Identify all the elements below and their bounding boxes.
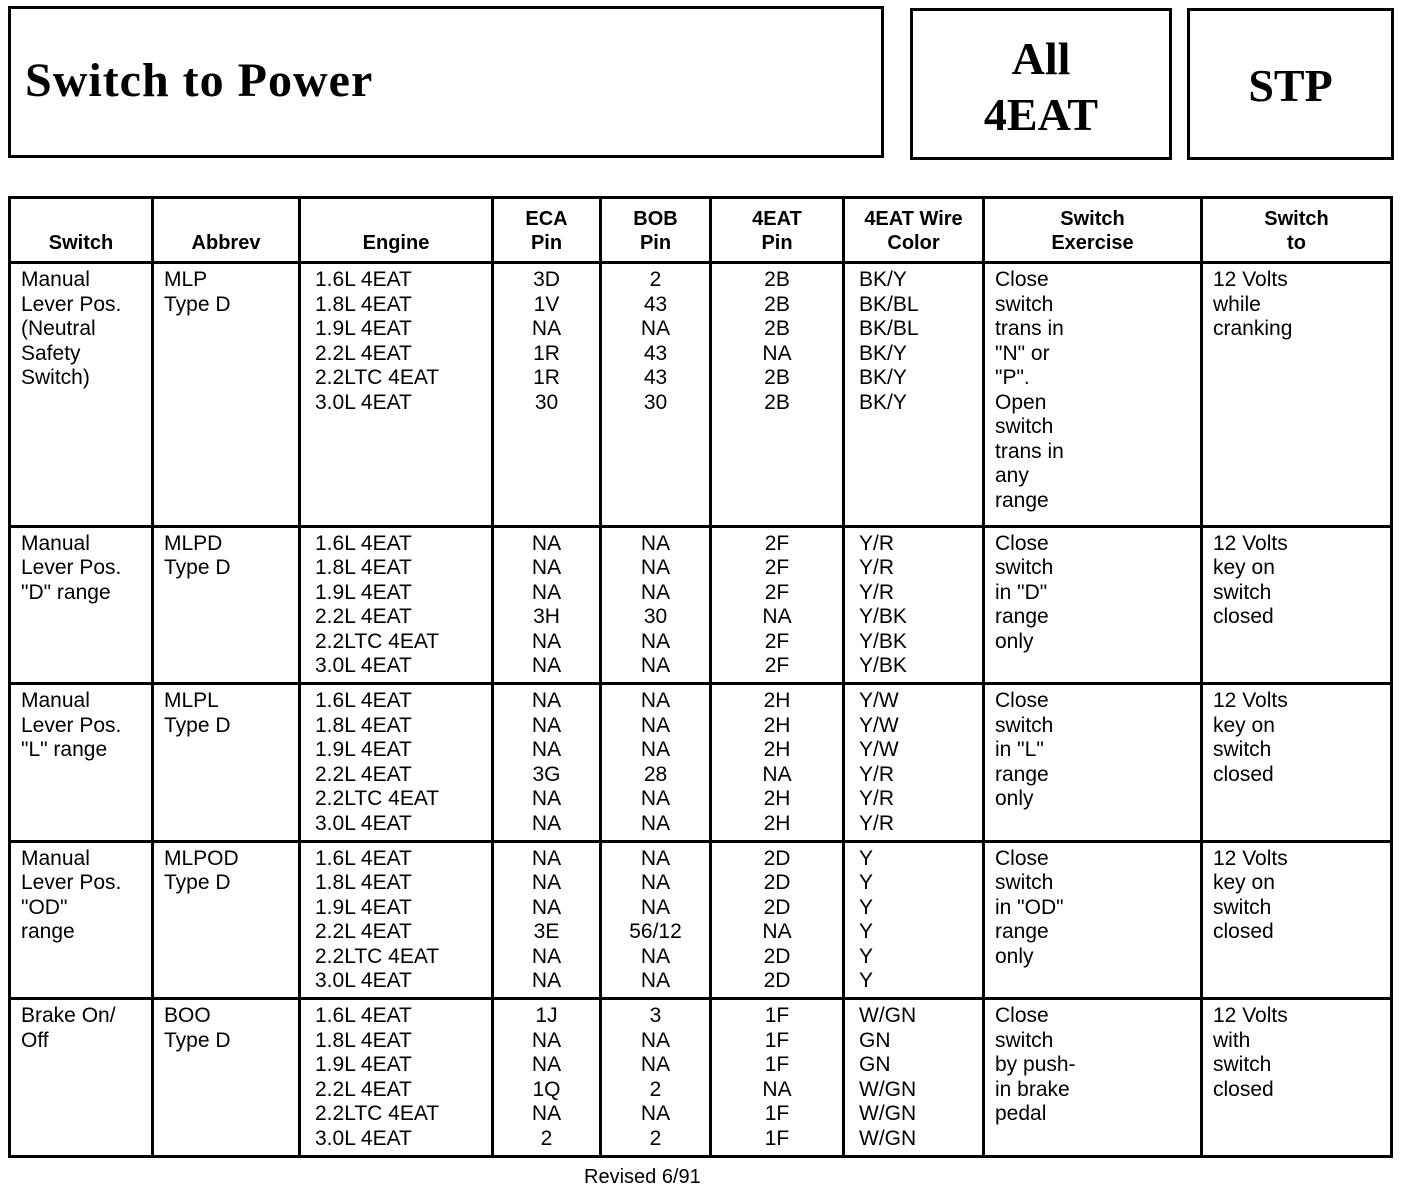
- cell-4eat-pin-value: 2H: [763, 811, 791, 835]
- cell-4eat-pin-value: 1F: [764, 1126, 790, 1150]
- col-header-eca-pin: ECA Pin: [493, 198, 601, 263]
- header-row: [10, 198, 1392, 263]
- cell-abbrev-text: MLPL Type D: [164, 689, 231, 737]
- cell-eca-pin-value: NA: [531, 713, 562, 737]
- cell-4eat-pin-value: 2F: [764, 629, 790, 653]
- cell-engine-value: 1.6L 4EAT: [315, 689, 412, 713]
- cell-switch: [10, 526, 153, 684]
- cell-engine-value: 1.6L 4EAT: [315, 846, 412, 870]
- cell-4eat-pin: [711, 263, 844, 527]
- cell-4eat-pin-value: NA: [762, 920, 792, 944]
- cell-bob-pin-value: NA: [640, 846, 671, 870]
- cell-abbrev-text: MLPOD Type D: [164, 846, 239, 895]
- cell-engine: [300, 999, 493, 1157]
- cell-engine-value: 3.0L 4EAT: [315, 654, 412, 678]
- cell-wire-color-value: Y/R: [859, 580, 895, 604]
- cell-switch-text: Manual Lever Pos. "OD" range: [21, 846, 122, 944]
- cell-4eat-pin-value: 2H: [763, 787, 791, 811]
- cell-switch-exercise-text: Close switch in "D" range only: [995, 531, 1054, 653]
- cell-eca-pin-value: 3E: [533, 920, 560, 944]
- cell-bob-pin: [601, 841, 711, 999]
- cell-4eat-pin-value: 1F: [764, 1053, 790, 1077]
- cell-wire-color-value: GN: [859, 1053, 891, 1077]
- cell-bob-pin-value: NA: [640, 629, 671, 653]
- cell-abbrev: [153, 841, 300, 999]
- cell-engine-value: 3.0L 4EAT: [315, 811, 412, 835]
- cell-switch-to: [1202, 526, 1392, 684]
- cell-wire-color-value: BK/BL: [859, 292, 919, 316]
- cell-wire-color: [844, 684, 984, 842]
- cell-wire-color-value: BK/Y: [859, 341, 907, 365]
- cell-engine-value: 1.6L 4EAT: [315, 1004, 412, 1028]
- cell-bob-pin-value: NA: [640, 1102, 671, 1126]
- cell-engine: [300, 684, 493, 842]
- cell-eca-pin-value: 1V: [533, 292, 560, 316]
- cell-switch: [10, 684, 153, 842]
- cell-bob-pin-value: NA: [640, 787, 671, 811]
- cell-bob-pin-value: NA: [640, 871, 671, 895]
- col-header-engine: Engine: [300, 198, 493, 263]
- cell-4eat-pin-value: NA: [762, 1077, 792, 1101]
- col-header-switch: Switch: [10, 198, 153, 263]
- cell-wire-color-value: Y/W: [859, 738, 899, 762]
- cell-wire-color-value: Y/W: [859, 689, 899, 713]
- cell-wire-color-value: Y: [859, 969, 874, 993]
- cell-bob-pin-value: 43: [643, 341, 668, 365]
- cell-wire-color-value: BK/Y: [859, 366, 907, 389]
- model-box: [910, 8, 1172, 160]
- cell-eca-pin-value: NA: [531, 811, 562, 835]
- cell-eca-pin-value: NA: [531, 531, 562, 555]
- cell-wire-color-value: Y: [859, 846, 874, 870]
- model-line-2: 4EAT: [983, 89, 1099, 140]
- table-row: [10, 999, 1392, 1157]
- cell-wire-color: [844, 526, 984, 684]
- cell-eca-pin-value: 1J: [535, 1004, 558, 1028]
- cell-bob-pin: [601, 263, 711, 527]
- table-row: [10, 526, 1392, 684]
- cell-eca-pin-value: 1R: [533, 366, 560, 389]
- cell-switch-to: [1202, 263, 1392, 527]
- cell-bob-pin-value: 43: [643, 292, 668, 316]
- cell-engine-value: 1.8L 4EAT: [315, 556, 412, 580]
- cell-wire-color-value: Y: [859, 895, 874, 919]
- cell-eca-pin-value: 30: [534, 390, 559, 414]
- cell-bob-pin-value: 30: [643, 605, 668, 629]
- cell-bob-pin-value: NA: [640, 811, 671, 835]
- cell-eca-pin: [493, 684, 601, 842]
- cell-eca-pin: [493, 263, 601, 527]
- cell-wire-color-value: Y: [859, 920, 874, 944]
- cell-abbrev: [153, 999, 300, 1157]
- cell-4eat-pin-value: 2D: [763, 871, 791, 895]
- cell-bob-pin: [601, 684, 711, 842]
- cell-bob-pin-value: 28: [643, 762, 668, 786]
- col-header-switch-exercise: Switch Exercise: [984, 198, 1202, 263]
- col-header-abbrev: Abbrev: [153, 198, 300, 263]
- cell-engine-value: 2.2L 4EAT: [315, 762, 412, 786]
- cell-wire-color-value: Y/R: [859, 811, 895, 835]
- cell-eca-pin-value: 1R: [533, 341, 560, 365]
- switch-table: [8, 196, 1393, 1158]
- cell-switch-to: [1202, 684, 1392, 842]
- cell-switch-to-text: 12 Volts key on switch closed: [1213, 689, 1288, 786]
- cell-4eat-pin-value: 2H: [763, 689, 791, 713]
- cell-abbrev: [153, 684, 300, 842]
- cell-wire-color-value: Y/R: [859, 787, 895, 811]
- cell-switch-exercise-text: Close switch in "L" range only: [995, 689, 1054, 811]
- cell-engine: [300, 263, 493, 527]
- cell-bob-pin-value: 3: [649, 1004, 662, 1028]
- cell-eca-pin-value: NA: [531, 944, 562, 968]
- cell-switch-text: Brake On/ Off: [21, 1004, 116, 1052]
- cell-switch: [10, 263, 153, 527]
- cell-engine-value: 1.9L 4EAT: [315, 1053, 412, 1077]
- cell-switch-exercise-text: Close switch trans in "N" or "P". Open switch trans in any range: [995, 268, 1064, 512]
- cell-engine-value: 1.8L 4EAT: [315, 1028, 412, 1052]
- cell-engine-value: 1.9L 4EAT: [315, 580, 412, 604]
- cell-bob-pin: [601, 999, 711, 1157]
- cell-engine-value: 1.6L 4EAT: [315, 268, 412, 291]
- cell-eca-pin-value: 3H: [533, 605, 560, 629]
- model-line-1: All: [1011, 33, 1071, 84]
- cell-eca-pin-value: NA: [531, 629, 562, 653]
- revision-note: Revised 6/91: [584, 1166, 701, 1188]
- cell-engine-value: 2.2LTC 4EAT: [315, 787, 440, 811]
- cell-4eat-pin-value: 2B: [764, 317, 790, 340]
- cell-4eat-pin: [711, 684, 844, 842]
- cell-eca-pin-value: NA: [531, 846, 562, 870]
- cell-engine-value: 2.2L 4EAT: [315, 605, 412, 629]
- cell-engine-value: 1.8L 4EAT: [315, 292, 412, 316]
- title-box: [8, 6, 884, 158]
- cell-engine-value: 2.2L 4EAT: [315, 920, 412, 944]
- cell-bob-pin-value: NA: [640, 1053, 671, 1077]
- cell-eca-pin-value: NA: [531, 1053, 562, 1077]
- cell-bob-pin-value: 56/12: [629, 920, 682, 944]
- cell-bob-pin-value: NA: [640, 580, 671, 604]
- cell-eca-pin: [493, 841, 601, 999]
- cell-abbrev-text: MLPD Type D: [164, 531, 231, 580]
- cell-eca-pin-value: NA: [531, 871, 562, 895]
- cell-engine-value: 2.2L 4EAT: [315, 341, 412, 365]
- cell-switch-exercise: [984, 684, 1202, 842]
- cell-wire-color-value: Y/BK: [859, 629, 907, 653]
- cell-eca-pin: [493, 526, 601, 684]
- cell-4eat-pin-value: 1F: [764, 1004, 790, 1028]
- cell-4eat-pin-value: 2D: [763, 969, 791, 993]
- cell-abbrev: [153, 263, 300, 527]
- cell-bob-pin-value: 2: [649, 268, 662, 291]
- cell-switch-text: Manual Lever Pos. "L" range: [21, 689, 122, 762]
- cell-wire-color-value: GN: [859, 1028, 891, 1052]
- cell-eca-pin-value: NA: [531, 1028, 562, 1052]
- cell-wire-color-value: W/GN: [859, 1004, 917, 1028]
- cell-switch: [10, 999, 153, 1157]
- cell-4eat-pin: [711, 841, 844, 999]
- cell-engine-value: 1.9L 4EAT: [315, 895, 412, 919]
- code-box: [1187, 8, 1394, 160]
- cell-4eat-pin-value: 2B: [764, 292, 790, 316]
- cell-eca-pin-value: NA: [531, 556, 562, 580]
- cell-engine-value: 2.2LTC 4EAT: [315, 366, 440, 389]
- cell-switch-to-text: 12 Volts key on switch closed: [1213, 846, 1288, 944]
- cell-engine-value: 1.8L 4EAT: [315, 713, 412, 737]
- cell-4eat-pin-value: NA: [762, 341, 792, 365]
- cell-wire-color: [844, 999, 984, 1157]
- cell-switch-exercise: [984, 999, 1202, 1157]
- cell-engine-value: 1.6L 4EAT: [315, 531, 412, 555]
- cell-wire-color-value: W/GN: [859, 1077, 917, 1101]
- cell-eca-pin-value: NA: [531, 969, 562, 993]
- cell-4eat-pin: [711, 526, 844, 684]
- cell-engine-value: 1.9L 4EAT: [315, 317, 412, 340]
- cell-4eat-pin-value: 2F: [764, 556, 790, 580]
- cell-wire-color: [844, 841, 984, 999]
- cell-wire-color-value: BK/Y: [859, 390, 907, 414]
- cell-4eat-pin-value: 1F: [764, 1028, 790, 1052]
- cell-wire-color-value: W/GN: [859, 1102, 917, 1126]
- cell-bob-pin-value: NA: [640, 969, 671, 993]
- cell-eca-pin-value: NA: [531, 1102, 562, 1126]
- cell-switch-to-text: 12 Volts while cranking: [1213, 268, 1293, 340]
- cell-wire-color-value: Y/BK: [859, 605, 907, 629]
- cell-switch-exercise: [984, 841, 1202, 999]
- cell-eca-pin-value: NA: [531, 787, 562, 811]
- cell-switch-text: Manual Lever Pos. (Neutral Safety Switch): [21, 268, 122, 389]
- col-header-switch-to: Switch to: [1202, 198, 1392, 263]
- cell-switch-to-text: 12 Volts with switch closed: [1213, 1004, 1288, 1101]
- cell-bob-pin-value: NA: [640, 531, 671, 555]
- cell-eca-pin: [493, 999, 601, 1157]
- cell-4eat-pin-value: 2F: [764, 580, 790, 604]
- cell-wire-color-value: Y/W: [859, 713, 899, 737]
- cell-4eat-pin-value: 2D: [763, 895, 791, 919]
- cell-bob-pin-value: 30: [643, 390, 668, 414]
- cell-4eat-pin-value: 1F: [764, 1102, 790, 1126]
- cell-switch-to: [1202, 841, 1392, 999]
- cell-wire-color-value: Y: [859, 871, 874, 895]
- cell-4eat-pin-value: 2F: [764, 531, 790, 555]
- cell-engine-value: 1.9L 4EAT: [315, 738, 412, 762]
- cell-bob-pin-value: NA: [640, 1028, 671, 1052]
- cell-switch-to: [1202, 999, 1392, 1157]
- cell-bob-pin-value: NA: [640, 654, 671, 678]
- cell-wire-color-value: Y/R: [859, 531, 895, 555]
- cell-bob-pin-value: 2: [649, 1126, 662, 1150]
- col-header-bob-pin: BOB Pin: [601, 198, 711, 263]
- cell-engine-value: 2.2LTC 4EAT: [315, 944, 440, 968]
- table-row: [10, 263, 1392, 527]
- cell-bob-pin-value: NA: [640, 944, 671, 968]
- cell-switch-exercise: [984, 526, 1202, 684]
- page-title: Switch to Power: [25, 54, 374, 107]
- cell-wire-color-value: Y/BK: [859, 654, 907, 678]
- cell-engine-value: 3.0L 4EAT: [315, 969, 412, 993]
- cell-wire-color-value: BK/Y: [859, 268, 907, 291]
- cell-4eat-pin-value: 2B: [764, 366, 790, 389]
- cell-wire-color-value: W/GN: [859, 1126, 917, 1150]
- cell-switch: [10, 841, 153, 999]
- cell-eca-pin-value: 2: [540, 1126, 553, 1150]
- cell-4eat-pin-value: 2D: [763, 846, 791, 870]
- cell-bob-pin-value: NA: [640, 738, 671, 762]
- cell-bob-pin-value: NA: [640, 895, 671, 919]
- cell-eca-pin-value: NA: [531, 580, 562, 604]
- table-row: [10, 841, 1392, 999]
- cell-eca-pin-value: 3G: [532, 762, 561, 786]
- cell-bob-pin-value: 2: [649, 1077, 662, 1101]
- cell-abbrev: [153, 526, 300, 684]
- cell-4eat-pin-value: 2B: [764, 268, 790, 291]
- cell-4eat-pin-value: NA: [762, 762, 792, 786]
- cell-4eat-pin-value: 2F: [764, 654, 790, 678]
- cell-eca-pin-value: NA: [531, 317, 562, 340]
- cell-engine-value: 1.8L 4EAT: [315, 871, 412, 895]
- cell-wire-color-value: Y: [859, 944, 874, 968]
- cell-bob-pin-value: NA: [640, 556, 671, 580]
- cell-4eat-pin-value: 2B: [764, 390, 790, 414]
- section-code: STP: [1248, 60, 1333, 111]
- cell-switch-exercise-text: Close switch by push- in brake pedal: [995, 1004, 1076, 1126]
- cell-4eat-pin-value: 2H: [763, 738, 791, 762]
- col-header-wire-color: 4EAT Wire Color: [844, 198, 984, 263]
- cell-switch-to-text: 12 Volts key on switch closed: [1213, 531, 1288, 629]
- cell-abbrev-text: MLP Type D: [164, 268, 231, 316]
- cell-bob-pin-value: 43: [643, 366, 668, 389]
- cell-switch-exercise-text: Close switch in "OD" range only: [995, 846, 1064, 968]
- cell-bob-pin-value: NA: [640, 317, 671, 340]
- table-row: [10, 684, 1392, 842]
- cell-wire-color-value: BK/BL: [859, 317, 919, 340]
- cell-4eat-pin-value: 2D: [763, 944, 791, 968]
- cell-4eat-pin: [711, 999, 844, 1157]
- cell-abbrev-text: BOO Type D: [164, 1004, 231, 1052]
- cell-wire-color: [844, 263, 984, 527]
- cell-engine: [300, 841, 493, 999]
- cell-engine-value: 2.2LTC 4EAT: [315, 629, 440, 653]
- cell-switch-text: Manual Lever Pos. "D" range: [21, 531, 122, 604]
- cell-engine: [300, 526, 493, 684]
- cell-engine-value: 3.0L 4EAT: [315, 1126, 412, 1150]
- col-header-4eat-pin: 4EAT Pin: [711, 198, 844, 263]
- cell-engine-value: 2.2L 4EAT: [315, 1077, 412, 1101]
- cell-bob-pin-value: NA: [640, 689, 671, 713]
- cell-eca-pin-value: NA: [531, 895, 562, 919]
- cell-eca-pin-value: NA: [531, 738, 562, 762]
- cell-bob-pin: [601, 526, 711, 684]
- cell-engine-value: 3.0L 4EAT: [315, 390, 412, 414]
- cell-switch-exercise: [984, 263, 1202, 527]
- cell-engine-value: 2.2LTC 4EAT: [315, 1102, 440, 1126]
- cell-4eat-pin-value: NA: [762, 605, 792, 629]
- cell-4eat-pin-value: 2H: [763, 713, 791, 737]
- cell-wire-color-value: Y/R: [859, 762, 895, 786]
- cell-eca-pin-value: 1Q: [532, 1077, 561, 1101]
- cell-bob-pin-value: NA: [640, 713, 671, 737]
- cell-eca-pin-value: NA: [531, 654, 562, 678]
- cell-wire-color-value: Y/R: [859, 556, 895, 580]
- cell-eca-pin-value: 3D: [533, 268, 560, 291]
- cell-eca-pin-value: NA: [531, 689, 562, 713]
